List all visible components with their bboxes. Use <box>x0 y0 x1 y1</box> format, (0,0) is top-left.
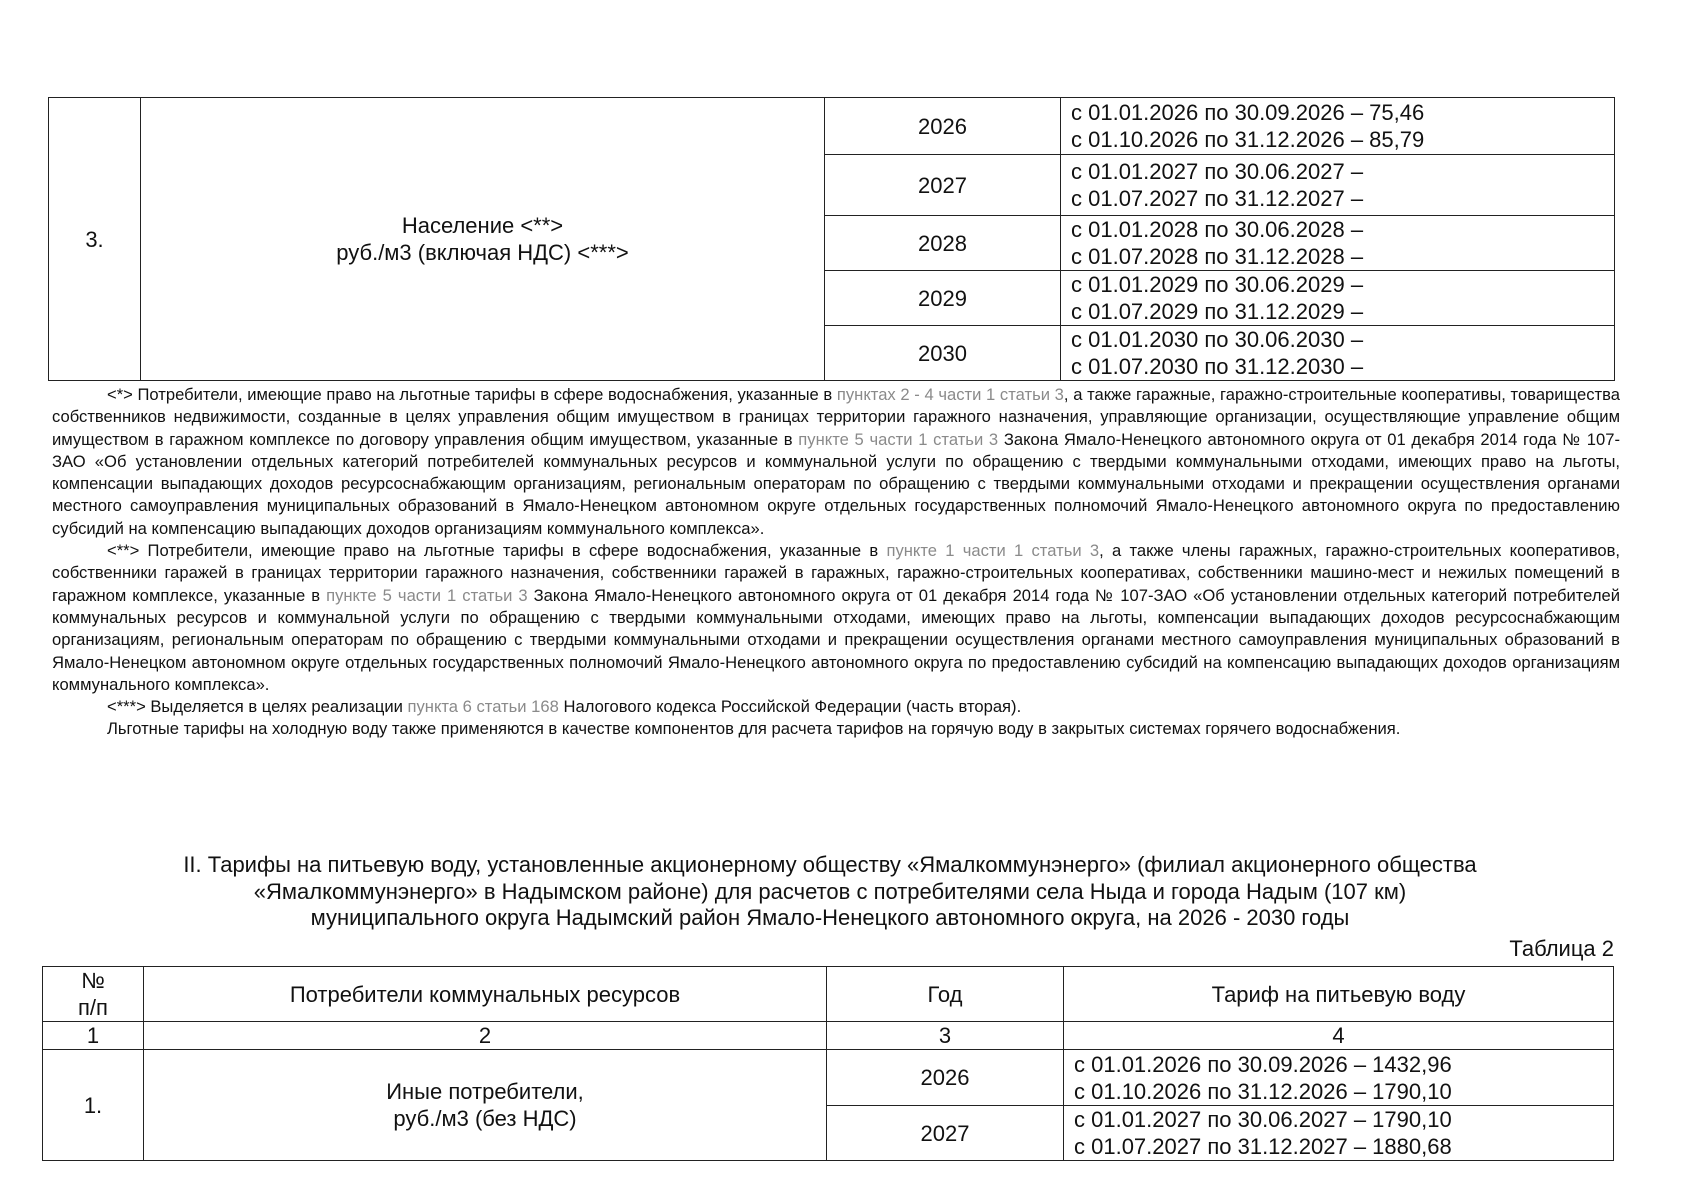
footnote-text: , а также члены гаражных, гаражно-строительных кооперативов, собственники гаражей в границах территории гаражного назначения, собственники гаражей в гаражных, гаражно-строительных кооперативах, собственники машино-мест и нежилых помещений в гаражном комплексе, указанные в <box>52 541 1620 605</box>
header-row-number <box>43 967 144 1022</box>
tariff-period: с 01.01.2030 по 30.06.2030 – <box>1071 327 1364 352</box>
drinking-water-tariff-table <box>42 966 1614 1161</box>
tariff-cell <box>1061 271 1615 326</box>
year-cell: 2027 <box>827 1106 1064 1161</box>
legal-reference-link[interactable]: пункта 6 статьи 168 <box>407 697 559 717</box>
tariff-period: с 01.07.2027 по 31.12.2027 – <box>1071 186 1364 211</box>
section-title-line: II. Тарифы на питьевую воду, установленные акционерному обществу «Ямалкоммунэнерго» (филиал акционерного общества <box>183 852 1477 877</box>
column-number: 1 <box>43 1022 144 1050</box>
footnote-2 <box>52 540 1620 696</box>
table-label: Таблица 2 <box>1509 936 1614 961</box>
section-title-line: муниципального округа Надымский район Ямало-Ненецкого автономного округа, на 2026 - 2030 годы <box>310 905 1350 930</box>
header-text: № <box>81 968 105 993</box>
footnote-text: , а также гаражные, гаражно-строительные кооперативы, товарищества собственников недвижимости, созданные в целях управления общим имуществом в границах территории гаражного назначения, управляющие организации, осуществляющие управление общим имуществом в гаражном комплексе по договору управления общим имуществом, указанные в <box>52 385 1620 449</box>
tariff-period: с 01.07.2028 по 31.12.2028 – <box>1071 244 1364 269</box>
footnote-4: Льготные тарифы на холодную воду также применяются в качестве компонентов для расчета тарифов на горячую воду в закрытых системах горячего водоснабжения. <box>107 719 1401 739</box>
tariff-cell <box>1061 216 1615 271</box>
category-line: Население <**> <box>401 213 564 238</box>
legal-reference-link[interactable]: пункте 5 части 1 статьи 3 <box>326 585 528 605</box>
tariff-period: с 01.01.2026 по 30.09.2026 – 1432,96 <box>1074 1051 1452 1077</box>
tariff-period: с 01.07.2027 по 31.12.2027 – 1880,68 <box>1074 1134 1452 1159</box>
tariff-cell <box>1061 326 1615 381</box>
footnote-text: Закона Ямало-Ненецкого автономного округа от 01 декабря 2014 года № 107-ЗАО «Об установлении отдельных категорий потребителей коммунальных ресурсов и коммунальной услуги по обращению с твердыми коммунальными отходами, имеющих право на льготы, компенсации выпадающих доходов ресурсоснабжающим организациям, региональным операторам по обращению с твердыми коммунальными отходами и прекращении осуществления органами местного самоуправления муниципальных образований в Ямало-Ненецком автономном округе отдельных государственных полномочий Ямало-Ненецкого автономного округа по предоставлению субсидий на компенсацию выпадающих доходов организациям коммунального комплекса». <box>52 585 1620 694</box>
tariff-period: с 01.01.2026 по 30.09.2026 – 75,46 <box>1071 100 1425 125</box>
footnote-text: Налогового кодекса Российской Федерации (часть вторая). <box>558 697 1022 717</box>
year-cell: 2030 <box>825 326 1061 381</box>
year-cell: 2027 <box>825 155 1061 216</box>
header-text: п/п <box>78 995 108 1020</box>
footnote-text: Закона Ямало-Ненецкого автономного округа от 01 декабря 2014 года № 107-ЗАО «Об установлении отдельных категорий потребителей коммунальных ресурсов и коммунальной услуги по обращению с твердыми коммунальными отходами, имеющих право на льготы, компенсации выпадающих доходов ресурсоснабжающим организациям, региональным операторам по обращению с твердыми коммунальными отходами и прекращении осуществления органами местного самоуправления муниципальных образований в Ямало-Ненецком автономном округе отдельных государственных полномочий Ямало-Ненецкого автономного округа по предоставлению субсидий на компенсацию выпадающих доходов организациям коммунального комплекса». <box>52 429 1620 538</box>
footnote-text: <***> Выделяется в целях реализации <box>107 697 408 717</box>
category-unit: руб./м3 (включая НДС) <***> <box>336 240 629 265</box>
column-number: 3 <box>827 1022 1064 1050</box>
header-year: Год <box>827 967 1064 1022</box>
tariff-period: с 01.01.2027 по 30.06.2027 – 1790,10 <box>1074 1107 1452 1132</box>
legal-reference-link[interactable]: пунктах 2 - 4 части 1 статьи 3 <box>836 385 1064 404</box>
category-unit: руб./м3 (без НДС) <box>393 1106 577 1131</box>
footnote-1 <box>52 384 1620 540</box>
footnote-text: <*> Потребители, имеющие право на льготные тарифы в сфере водоснабжения, указанные в <box>107 385 837 404</box>
footnote-3 <box>52 696 1620 718</box>
tariff-period: с 01.10.2026 по 31.12.2026 – 85,79 <box>1071 127 1425 152</box>
legal-reference-link[interactable]: пункте 1 части 1 статьи 3 <box>886 541 1100 561</box>
tariff-cell <box>1064 1106 1614 1161</box>
column-number: 2 <box>144 1022 827 1050</box>
year-cell: 2026 <box>825 98 1061 155</box>
header-consumers: Потребители коммунальных ресурсов <box>144 967 827 1022</box>
year-cell: 2028 <box>825 216 1061 271</box>
section-title-line: «Ямалкоммунэнерго» в Надымском районе) для расчетов с потребителями села Ныда и города Надым (107 км) <box>253 878 1407 904</box>
header-tariff: Тариф на питьевую воду <box>1064 967 1614 1022</box>
tariff-cell <box>1061 155 1615 216</box>
column-number: 4 <box>1064 1022 1614 1050</box>
footnote-text: <**> Потребители, имеющие право на льготные тарифы в сфере водоснабжения, указанные в <box>107 541 887 561</box>
footnotes <box>52 384 1620 741</box>
tariff-period: с 01.07.2030 по 31.12.2030 – <box>1071 354 1364 379</box>
tariff-period: с 01.01.2027 по 30.06.2027 – <box>1071 159 1364 184</box>
tariff-cell <box>1061 98 1615 155</box>
tariff-period: с 01.07.2029 по 31.12.2029 – <box>1071 299 1364 324</box>
year-cell: 2026 <box>827 1050 1064 1106</box>
tariff-table-continuation <box>48 97 1615 381</box>
year-cell: 2029 <box>825 271 1061 326</box>
section-title <box>90 852 1570 932</box>
row-number: 1. <box>43 1050 144 1161</box>
consumer-category <box>144 1050 827 1161</box>
tariff-period: с 01.01.2029 по 30.06.2029 – <box>1071 272 1364 297</box>
tariff-cell <box>1064 1050 1614 1106</box>
tariff-period: с 01.10.2026 по 31.12.2026 – 1790,10 <box>1074 1078 1452 1104</box>
category-line: Иные потребители, <box>386 1079 584 1104</box>
tariff-period: с 01.01.2028 по 30.06.2028 – <box>1071 217 1364 242</box>
row-number: 3. <box>49 98 141 381</box>
consumer-category <box>141 98 825 381</box>
legal-reference-link[interactable]: пункте 5 части 1 статьи 3 <box>798 429 999 449</box>
